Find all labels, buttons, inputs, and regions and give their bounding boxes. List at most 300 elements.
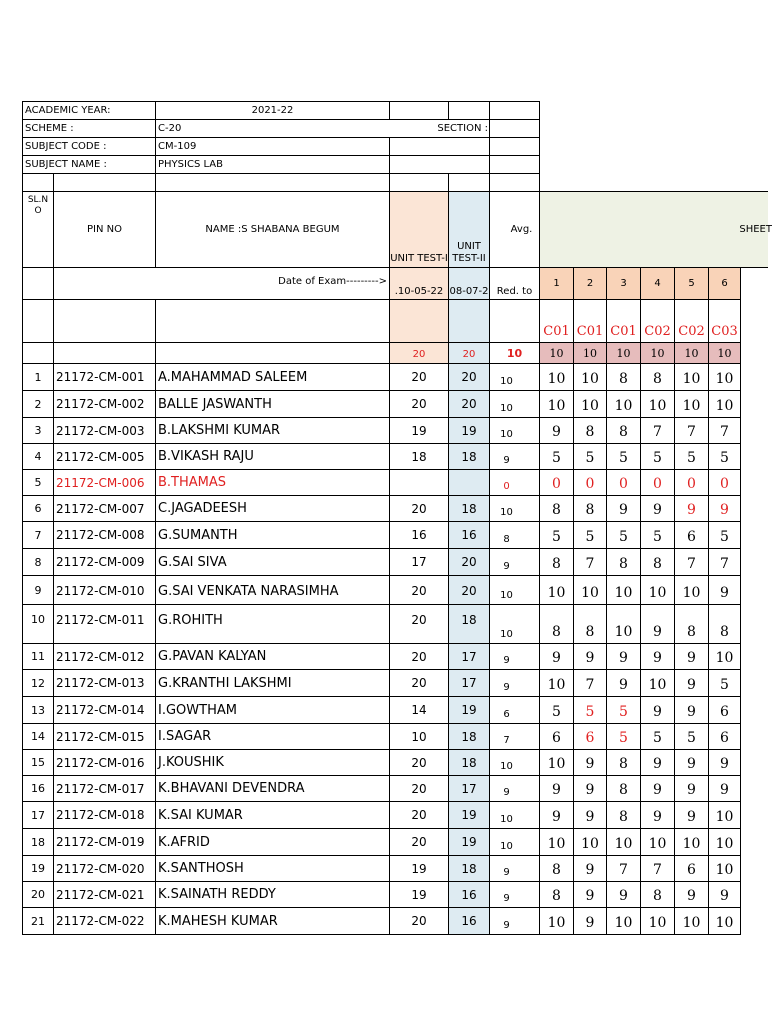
row-sheet-mark-2: 10 <box>573 575 607 605</box>
row-average: 8 <box>489 521 540 549</box>
row-sheet-mark-2: 9 <box>573 643 607 670</box>
row-sheet-mark-2: 10 <box>573 390 607 418</box>
row-pin-number: 21172-CM-008 <box>53 521 156 549</box>
row-pin-number: 21172-CM-013 <box>53 669 156 697</box>
row-unit-test-2: 20 <box>448 390 490 418</box>
row-serial-number: 12 <box>22 669 54 697</box>
blank-cell <box>155 299 390 343</box>
row-sheet-mark-2: 9 <box>573 881 607 908</box>
row-unit-test-2: 19 <box>448 417 490 444</box>
row-sheet-mark-2: 6 <box>573 723 607 750</box>
unit-test-1-max: 20 <box>389 342 449 364</box>
row-sheet-mark-6: 9 <box>708 749 741 776</box>
row-pin-number: 21172-CM-003 <box>53 417 156 444</box>
row-unit-test-1: 20 <box>389 575 449 605</box>
row-unit-test-2: 20 <box>448 548 490 576</box>
row-unit-test-1: 20 <box>389 749 449 776</box>
sheet-number-5: 5 <box>674 267 709 300</box>
row-sheet-mark-3: 5 <box>606 696 641 724</box>
row-pin-number: 21172-CM-015 <box>53 723 156 750</box>
row-sheet-mark-5: 9 <box>674 696 709 724</box>
pin-no-header: PIN NO <box>53 191 156 268</box>
row-pin-number: 21172-CM-002 <box>53 390 156 418</box>
row-student-name: K.SAI KUMAR <box>155 801 390 829</box>
row-sheet-mark-2: 7 <box>573 548 607 576</box>
row-average: 9 <box>489 855 540 882</box>
unit-test-2-header: UNIT TEST-II <box>448 191 490 268</box>
row-serial-number: 21 <box>22 907 54 935</box>
row-sheet-mark-4: 9 <box>640 495 675 522</box>
blank-cell <box>22 299 54 343</box>
row-sheet-mark-4: 9 <box>640 696 675 724</box>
row-average: 6 <box>489 696 540 724</box>
section-label: SECTION : <box>437 123 488 134</box>
row-unit-test-1 <box>389 469 449 496</box>
row-sheet-mark-6: 10 <box>708 907 741 935</box>
row-serial-number: 14 <box>22 723 54 750</box>
row-sheet-mark-2: 9 <box>573 801 607 829</box>
row-sheet-mark-3: 9 <box>606 643 641 670</box>
row-student-name: BALLE JASWANTH <box>155 390 390 418</box>
row-sheet-mark-4: 10 <box>640 669 675 697</box>
sheet-header-label: SHEET <box>739 224 772 235</box>
row-sheet-mark-1: 0 <box>539 469 574 496</box>
row-sheet-mark-4: 7 <box>640 417 675 444</box>
row-sheet-mark-5: 9 <box>674 801 709 829</box>
row-student-name: K.AFRID <box>155 828 390 856</box>
row-sheet-mark-1: 9 <box>539 417 574 444</box>
row-serial-number: 9 <box>22 575 54 605</box>
row-pin-number: 21172-CM-007 <box>53 495 156 522</box>
row-average: 10 <box>489 390 540 418</box>
row-sheet-mark-1: 9 <box>539 643 574 670</box>
blank-cell <box>22 342 54 364</box>
row-sheet-mark-3: 8 <box>606 417 641 444</box>
blank-cell <box>389 299 449 343</box>
row-sheet-mark-1: 10 <box>539 390 574 418</box>
blank-cell <box>489 155 540 174</box>
row-sheet-mark-6: 9 <box>708 881 741 908</box>
row-serial-number: 4 <box>22 443 54 470</box>
row-average: 9 <box>489 907 540 935</box>
row-pin-number: 21172-CM-006 <box>53 469 156 496</box>
row-sheet-mark-4: 9 <box>640 749 675 776</box>
subject-code-label: SUBJECT CODE : <box>22 137 156 156</box>
row-unit-test-1: 14 <box>389 696 449 724</box>
row-sheet-mark-2: 9 <box>573 775 607 802</box>
row-sheet-mark-1: 10 <box>539 828 574 856</box>
row-unit-test-1: 20 <box>389 363 449 391</box>
row-unit-test-1: 20 <box>389 669 449 697</box>
sheet-max-5: 10 <box>674 342 709 364</box>
row-sheet-mark-6: 10 <box>708 801 741 829</box>
row-sheet-mark-6: 9 <box>708 775 741 802</box>
row-sheet-mark-2: 9 <box>573 907 607 935</box>
row-sheet-mark-5: 7 <box>674 548 709 576</box>
row-sheet-mark-3: 10 <box>606 575 641 605</box>
row-sheet-mark-5: 9 <box>674 495 709 522</box>
row-sheet-mark-5: 9 <box>674 643 709 670</box>
blank-cell <box>155 173 390 192</box>
row-sheet-mark-5: 10 <box>674 363 709 391</box>
row-sheet-mark-1: 8 <box>539 604 574 644</box>
row-sheet-mark-3: 8 <box>606 775 641 802</box>
sheet-max-4: 10 <box>640 342 675 364</box>
average-header: Avg. <box>489 191 540 268</box>
average-max: 10 <box>489 342 540 364</box>
row-sheet-mark-6: 8 <box>708 604 741 644</box>
blank-cell <box>22 267 54 300</box>
row-student-name: B.THAMAS <box>155 469 390 496</box>
blank-cell <box>448 101 490 120</box>
row-sheet-mark-4: 9 <box>640 604 675 644</box>
row-student-name: J.KOUSHIK <box>155 749 390 776</box>
row-sheet-mark-5: 6 <box>674 521 709 549</box>
row-sheet-mark-2: 10 <box>573 828 607 856</box>
row-sheet-mark-4: 9 <box>640 801 675 829</box>
row-unit-test-1: 20 <box>389 495 449 522</box>
row-sheet-mark-4: 7 <box>640 855 675 882</box>
row-unit-test-2: 18 <box>448 749 490 776</box>
co-code-3: C01 <box>606 299 641 343</box>
row-sheet-mark-3: 8 <box>606 749 641 776</box>
blank-cell <box>489 173 540 192</box>
row-sheet-mark-4: 8 <box>640 363 675 391</box>
row-sheet-mark-3: 8 <box>606 548 641 576</box>
row-pin-number: 21172-CM-009 <box>53 548 156 576</box>
row-unit-test-2: 20 <box>448 363 490 391</box>
row-student-name: K.BHAVANI DEVENDRA <box>155 775 390 802</box>
row-sheet-mark-5: 10 <box>674 907 709 935</box>
row-sheet-mark-2: 7 <box>573 669 607 697</box>
row-sheet-mark-1: 10 <box>539 575 574 605</box>
row-serial-number: 1 <box>22 363 54 391</box>
row-sheet-mark-5: 9 <box>674 749 709 776</box>
row-sheet-mark-4: 0 <box>640 469 675 496</box>
row-sheet-mark-1: 6 <box>539 723 574 750</box>
row-sheet-mark-6: 6 <box>708 723 741 750</box>
blank-cell <box>389 101 449 120</box>
scheme-label: SCHEME : <box>22 119 156 138</box>
row-average: 9 <box>489 548 540 576</box>
row-pin-number: 21172-CM-017 <box>53 775 156 802</box>
row-sheet-mark-3: 5 <box>606 723 641 750</box>
row-sheet-mark-4: 10 <box>640 390 675 418</box>
section-value <box>489 119 540 138</box>
row-unit-test-2 <box>448 469 490 496</box>
row-sheet-mark-2: 0 <box>573 469 607 496</box>
row-serial-number: 13 <box>22 696 54 724</box>
row-unit-test-1: 20 <box>389 828 449 856</box>
row-sheet-mark-2: 8 <box>573 417 607 444</box>
row-average: 9 <box>489 775 540 802</box>
row-sheet-mark-6: 9 <box>708 575 741 605</box>
row-sheet-mark-6: 6 <box>708 696 741 724</box>
row-unit-test-1: 20 <box>389 643 449 670</box>
sheet-max-1: 10 <box>539 342 574 364</box>
academic-year-value: 2021-22 <box>155 101 390 120</box>
row-average: 9 <box>489 669 540 697</box>
row-sheet-mark-6: 7 <box>708 548 741 576</box>
row-sheet-mark-5: 5 <box>674 443 709 470</box>
row-student-name: B.LAKSHMI KUMAR <box>155 417 390 444</box>
unit-test-1-header: UNIT TEST-I <box>389 191 449 268</box>
row-sheet-mark-5: 10 <box>674 575 709 605</box>
row-sheet-mark-4: 5 <box>640 723 675 750</box>
row-student-name: I.SAGAR <box>155 723 390 750</box>
row-average: 9 <box>489 643 540 670</box>
sheet-max-6: 10 <box>708 342 741 364</box>
row-sheet-mark-6: 9 <box>708 495 741 522</box>
row-student-name: G.PAVAN KALYAN <box>155 643 390 670</box>
blank-cell <box>53 267 156 300</box>
scheme-value: C-20 <box>155 119 490 138</box>
student-name-header: NAME :S SHABANA BEGUM <box>155 191 390 268</box>
row-unit-test-2: 17 <box>448 775 490 802</box>
row-serial-number: 15 <box>22 749 54 776</box>
row-pin-number: 21172-CM-012 <box>53 643 156 670</box>
row-sheet-mark-5: 10 <box>674 390 709 418</box>
row-average: 10 <box>489 604 540 644</box>
row-unit-test-2: 18 <box>448 604 490 644</box>
reduced-to-label: Red. to <box>489 267 540 300</box>
row-sheet-mark-3: 10 <box>606 907 641 935</box>
row-sheet-mark-6: 10 <box>708 855 741 882</box>
row-sheet-mark-1: 9 <box>539 801 574 829</box>
row-serial-number: 20 <box>22 881 54 908</box>
row-sheet-mark-1: 5 <box>539 443 574 470</box>
row-pin-number: 21172-CM-020 <box>53 855 156 882</box>
row-sheet-mark-5: 9 <box>674 669 709 697</box>
row-average: 10 <box>489 495 540 522</box>
subject-name-value: PHYSICS LAB <box>155 155 390 174</box>
co-code-4: C02 <box>640 299 675 343</box>
row-unit-test-2: 16 <box>448 881 490 908</box>
row-average: 10 <box>489 749 540 776</box>
row-sheet-mark-6: 7 <box>708 417 741 444</box>
row-unit-test-2: 19 <box>448 801 490 829</box>
unit-test-1-date: .10-05-22 <box>389 267 449 300</box>
row-sheet-mark-1: 10 <box>539 749 574 776</box>
row-serial-number: 8 <box>22 548 54 576</box>
row-sheet-mark-6: 10 <box>708 363 741 391</box>
row-sheet-mark-3: 8 <box>606 363 641 391</box>
row-average: 10 <box>489 801 540 829</box>
blank-cell <box>22 173 54 192</box>
row-student-name: K.SAINATH REDDY <box>155 881 390 908</box>
row-serial-number: 10 <box>22 604 54 644</box>
row-serial-number: 5 <box>22 469 54 496</box>
row-serial-number: 19 <box>22 855 54 882</box>
row-sheet-mark-2: 9 <box>573 749 607 776</box>
row-serial-number: 11 <box>22 643 54 670</box>
row-student-name: G.ROHITH <box>155 604 390 644</box>
row-serial-number: 16 <box>22 775 54 802</box>
row-average: 7 <box>489 723 540 750</box>
row-sheet-mark-2: 8 <box>573 495 607 522</box>
sl-no-header: SL.N O <box>22 191 54 268</box>
sheet-number-2: 2 <box>573 267 607 300</box>
row-unit-test-2: 19 <box>448 828 490 856</box>
row-sheet-mark-5: 8 <box>674 604 709 644</box>
row-sheet-mark-2: 8 <box>573 604 607 644</box>
row-unit-test-1: 10 <box>389 723 449 750</box>
sheet-number-4: 4 <box>640 267 675 300</box>
row-sheet-mark-4: 8 <box>640 881 675 908</box>
blank-cell <box>53 173 156 192</box>
row-unit-test-1: 20 <box>389 907 449 935</box>
row-sheet-mark-4: 9 <box>640 643 675 670</box>
row-unit-test-2: 17 <box>448 643 490 670</box>
row-sheet-mark-1: 10 <box>539 669 574 697</box>
sheet-max-2: 10 <box>573 342 607 364</box>
unit-test-2-max: 20 <box>448 342 490 364</box>
row-sheet-mark-2: 10 <box>573 363 607 391</box>
row-student-name: B.VIKASH RAJU <box>155 443 390 470</box>
blank-cell <box>489 137 540 156</box>
row-unit-test-1: 20 <box>389 390 449 418</box>
row-unit-test-1: 20 <box>389 604 449 644</box>
row-unit-test-2: 19 <box>448 696 490 724</box>
row-sheet-mark-5: 6 <box>674 855 709 882</box>
row-unit-test-2: 17 <box>448 669 490 697</box>
row-sheet-mark-2: 5 <box>573 443 607 470</box>
row-sheet-mark-1: 9 <box>539 775 574 802</box>
row-student-name: K.MAHESH KUMAR <box>155 907 390 935</box>
row-sheet-mark-1: 5 <box>539 521 574 549</box>
row-unit-test-2: 16 <box>448 521 490 549</box>
row-sheet-mark-1: 8 <box>539 548 574 576</box>
row-student-name: G.KRANTHI LAKSHMI <box>155 669 390 697</box>
row-sheet-mark-1: 8 <box>539 855 574 882</box>
row-sheet-mark-6: 5 <box>708 669 741 697</box>
row-student-name: C.JAGADEESH <box>155 495 390 522</box>
row-sheet-mark-5: 10 <box>674 828 709 856</box>
row-pin-number: 21172-CM-022 <box>53 907 156 935</box>
row-unit-test-1: 19 <box>389 417 449 444</box>
row-sheet-mark-1: 8 <box>539 495 574 522</box>
row-sheet-mark-1: 10 <box>539 907 574 935</box>
row-unit-test-2: 20 <box>448 575 490 605</box>
blank-cell <box>389 137 490 156</box>
row-sheet-mark-4: 10 <box>640 828 675 856</box>
row-sheet-mark-3: 8 <box>606 801 641 829</box>
blank-cell <box>389 155 490 174</box>
row-sheet-mark-3: 0 <box>606 469 641 496</box>
row-sheet-mark-6: 10 <box>708 828 741 856</box>
row-unit-test-1: 20 <box>389 801 449 829</box>
co-code-2: C01 <box>573 299 607 343</box>
sheet-number-3: 3 <box>606 267 641 300</box>
sheet-max-3: 10 <box>606 342 641 364</box>
row-sheet-mark-3: 5 <box>606 521 641 549</box>
row-sheet-mark-5: 9 <box>674 775 709 802</box>
row-pin-number: 21172-CM-019 <box>53 828 156 856</box>
row-sheet-mark-3: 5 <box>606 443 641 470</box>
blank-cell <box>53 342 156 364</box>
co-code-5: C02 <box>674 299 709 343</box>
row-sheet-mark-2: 5 <box>573 696 607 724</box>
row-serial-number: 17 <box>22 801 54 829</box>
row-average: 9 <box>489 881 540 908</box>
row-sheet-mark-5: 9 <box>674 881 709 908</box>
row-sheet-mark-3: 9 <box>606 669 641 697</box>
row-pin-number: 21172-CM-014 <box>53 696 156 724</box>
row-unit-test-1: 19 <box>389 881 449 908</box>
blank-cell <box>489 101 540 120</box>
row-sheet-mark-5: 5 <box>674 723 709 750</box>
row-sheet-mark-4: 10 <box>640 575 675 605</box>
row-serial-number: 3 <box>22 417 54 444</box>
row-average: 10 <box>489 828 540 856</box>
academic-year-label: ACADEMIC YEAR: <box>22 101 156 120</box>
row-sheet-mark-3: 9 <box>606 881 641 908</box>
blank-cell <box>53 299 156 343</box>
row-sheet-mark-5: 0 <box>674 469 709 496</box>
row-unit-test-2: 18 <box>448 495 490 522</box>
row-pin-number: 21172-CM-021 <box>53 881 156 908</box>
row-sheet-mark-4: 9 <box>640 775 675 802</box>
row-unit-test-1: 19 <box>389 855 449 882</box>
row-sheet-mark-4: 8 <box>640 548 675 576</box>
row-sheet-mark-6: 0 <box>708 469 741 496</box>
row-pin-number: 21172-CM-016 <box>53 749 156 776</box>
row-sheet-mark-4: 5 <box>640 521 675 549</box>
row-sheet-mark-4: 5 <box>640 443 675 470</box>
row-sheet-mark-1: 8 <box>539 881 574 908</box>
blank-cell <box>489 299 540 343</box>
row-unit-test-2: 16 <box>448 907 490 935</box>
row-unit-test-2: 18 <box>448 723 490 750</box>
row-serial-number: 7 <box>22 521 54 549</box>
row-sheet-mark-3: 10 <box>606 604 641 644</box>
blank-cell <box>448 173 490 192</box>
subject-name-label: SUBJECT NAME : <box>22 155 156 174</box>
row-student-name: K.SANTHOSH <box>155 855 390 882</box>
co-code-6: C03 <box>708 299 741 343</box>
subject-code-value: CM-109 <box>155 137 390 156</box>
row-serial-number: 6 <box>22 495 54 522</box>
sheet-number-6: 6 <box>708 267 741 300</box>
blank-cell <box>448 299 490 343</box>
row-unit-test-1: 16 <box>389 521 449 549</box>
row-pin-number: 21172-CM-011 <box>53 604 156 644</box>
unit-test-2-date: 08-07-2 <box>448 267 490 300</box>
row-unit-test-1: 18 <box>389 443 449 470</box>
sheet-number-1: 1 <box>539 267 574 300</box>
row-student-name: A.MAHAMMAD SALEEM <box>155 363 390 391</box>
blank-cell <box>389 173 449 192</box>
row-sheet-mark-1: 10 <box>539 363 574 391</box>
date-of-exam-label: Date of Exam---------> <box>155 267 390 300</box>
row-average: 0 <box>489 469 540 496</box>
row-sheet-mark-4: 10 <box>640 907 675 935</box>
row-sheet-mark-3: 10 <box>606 390 641 418</box>
row-student-name: G.SUMANTH <box>155 521 390 549</box>
row-sheet-mark-6: 5 <box>708 443 741 470</box>
blank-cell <box>155 342 390 364</box>
sheet-header <box>539 191 772 268</box>
row-unit-test-1: 20 <box>389 775 449 802</box>
row-sheet-mark-6: 5 <box>708 521 741 549</box>
row-student-name: I.GOWTHAM <box>155 696 390 724</box>
row-student-name: G.SAI VENKATA NARASIMHA <box>155 575 390 605</box>
row-unit-test-2: 18 <box>448 443 490 470</box>
row-serial-number: 2 <box>22 390 54 418</box>
row-sheet-mark-1: 5 <box>539 696 574 724</box>
row-average: 9 <box>489 443 540 470</box>
row-sheet-mark-2: 5 <box>573 521 607 549</box>
